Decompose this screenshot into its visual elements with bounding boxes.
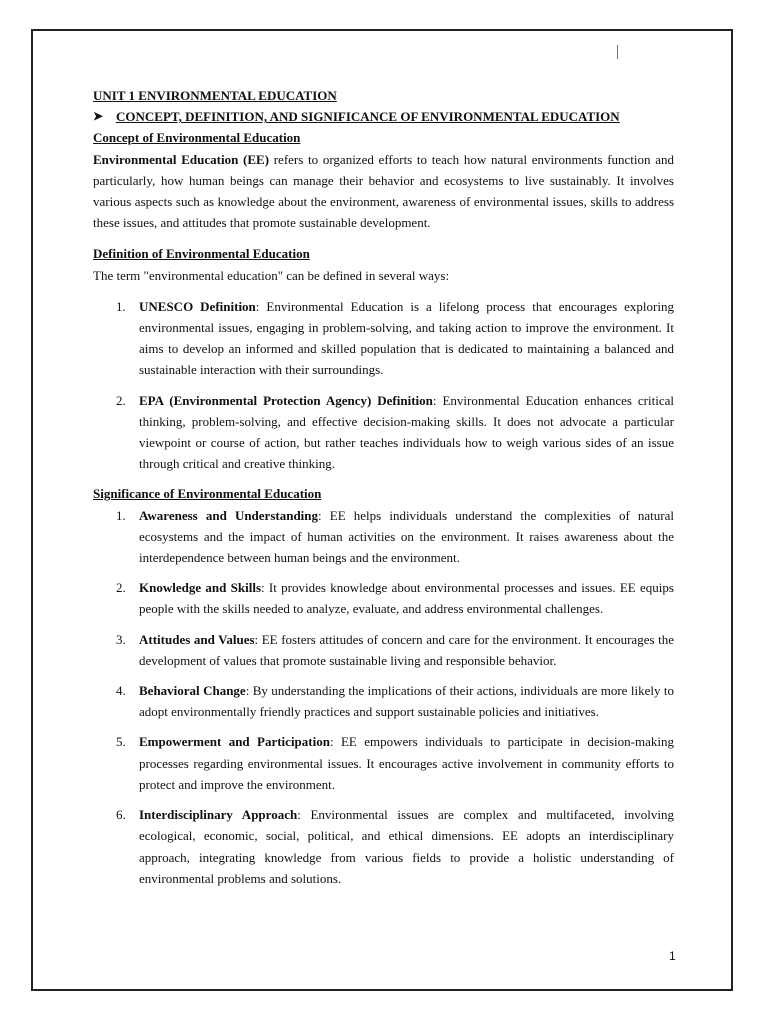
- list-body: : EE empowers individuals to participate in decision-making processes regarding environmental issues. It encourages active involvement in community efforts to protect and improve the environment.: [139, 734, 674, 792]
- document-page: [31, 29, 733, 991]
- definition-heading: Definition of Environmental Education: [93, 246, 310, 262]
- definition-intro: The term "environmental education" can be defined in several ways:: [93, 267, 450, 283]
- list-number: 2.: [116, 392, 126, 408]
- section-heading: [93, 106, 674, 127]
- significance-list: [93, 505, 674, 889]
- list-term: Awareness and Understanding: [139, 507, 319, 523]
- list-item: [93, 505, 674, 569]
- list-item: [93, 680, 674, 722]
- section-title: CONCEPT, DEFINITION, AND SIGNIFICANCE OF ENVIRONMENTAL EDUCATION: [116, 109, 620, 125]
- list-item: [93, 629, 674, 671]
- list-body: : Environmental issues are complex and multifaceted, involving ecological, economic, social, political, and ethical dimensions. EE adopts an interdisciplinary approach, integrating knowledge from various fields to provide a holistic understanding of environmental problems and solutions.: [139, 807, 675, 886]
- list-number: 6.: [116, 807, 126, 823]
- list-body: : It provides knowledge about environmental processes and issues. EE equips people with the skills needed to analyze, evaluate, and address environmental challenges.: [139, 580, 674, 617]
- concept-body: refers to organized efforts to teach how natural environments function and particularly, how human beings can manage their behavior and ecosystems to live sustainably. It involves various aspects such as knowledge about the environment, awareness of environmental issues, skills to address these issues, and attitudes that promote sustainable development.: [93, 151, 675, 231]
- list-term: Empowerment and Participation: [139, 734, 330, 750]
- arrow-bullet-icon: ➤: [93, 109, 104, 124]
- list-number: 4.: [116, 683, 126, 699]
- list-term: Attitudes and Values: [139, 631, 255, 647]
- list-term: EPA (Environmental Protection Agency) Definition: [139, 392, 433, 408]
- list-body: : Environmental Education is a lifelong process that encourages exploring environmental issues, engaging in problem-solving, and taking action to improve the environment. It aims to develop an informed and skilled population that is dedicated to maintaining a balanced and sustainable interaction with their surroundings.: [139, 298, 674, 378]
- list-item: [93, 577, 674, 619]
- concept-heading: Concept of Environmental Education: [93, 130, 301, 146]
- concept-paragraph: [93, 149, 674, 234]
- list-number: 1.: [116, 507, 126, 523]
- list-term: Behavioral Change: [139, 683, 246, 699]
- list-item: [93, 296, 674, 381]
- list-term: Interdisciplinary Approach: [139, 807, 298, 823]
- unit-title: UNIT 1 ENVIRONMENTAL EDUCATION: [93, 88, 337, 103]
- list-body: : EE fosters attitudes of concern and care for the environment. It encourages the development of values that promote sustainable living and responsible behavior.: [139, 631, 674, 668]
- definition-list: [93, 296, 674, 475]
- list-body: : Environmental Education enhances critical thinking, problem-solving, and effective decision-making skills. It does not advocate a particular viewpoint or course of action, but rather teaches individuals how to weigh various sides of an issue through critical and creative thinking.: [139, 392, 674, 472]
- significance-heading: Significance of Environmental Education: [93, 486, 322, 502]
- text-cursor: [617, 45, 618, 59]
- list-number: 3.: [116, 631, 126, 647]
- concept-term: Environmental Education (EE): [93, 151, 270, 167]
- list-number: 5.: [116, 734, 126, 750]
- list-item: [93, 390, 674, 475]
- list-item: [93, 804, 674, 889]
- list-term: UNESCO Definition: [139, 298, 256, 314]
- list-term: Knowledge and Skills: [139, 580, 262, 596]
- list-number: 2.: [116, 580, 126, 596]
- list-item: [93, 731, 674, 795]
- page-number: 1: [669, 949, 676, 963]
- list-number: 1.: [116, 298, 126, 314]
- list-body: : EE helps individuals understand the complexities of natural ecosystems and the impact of human activities on the environment. It raises awareness about the interdependence between human beings and the environment.: [139, 507, 675, 566]
- list-body: : By understanding the implications of their actions, individuals are more likely to adopt environmentally friendly practices and support sustainable policies and initiatives.: [139, 683, 674, 720]
- document-body[interactable]: [93, 85, 674, 898]
